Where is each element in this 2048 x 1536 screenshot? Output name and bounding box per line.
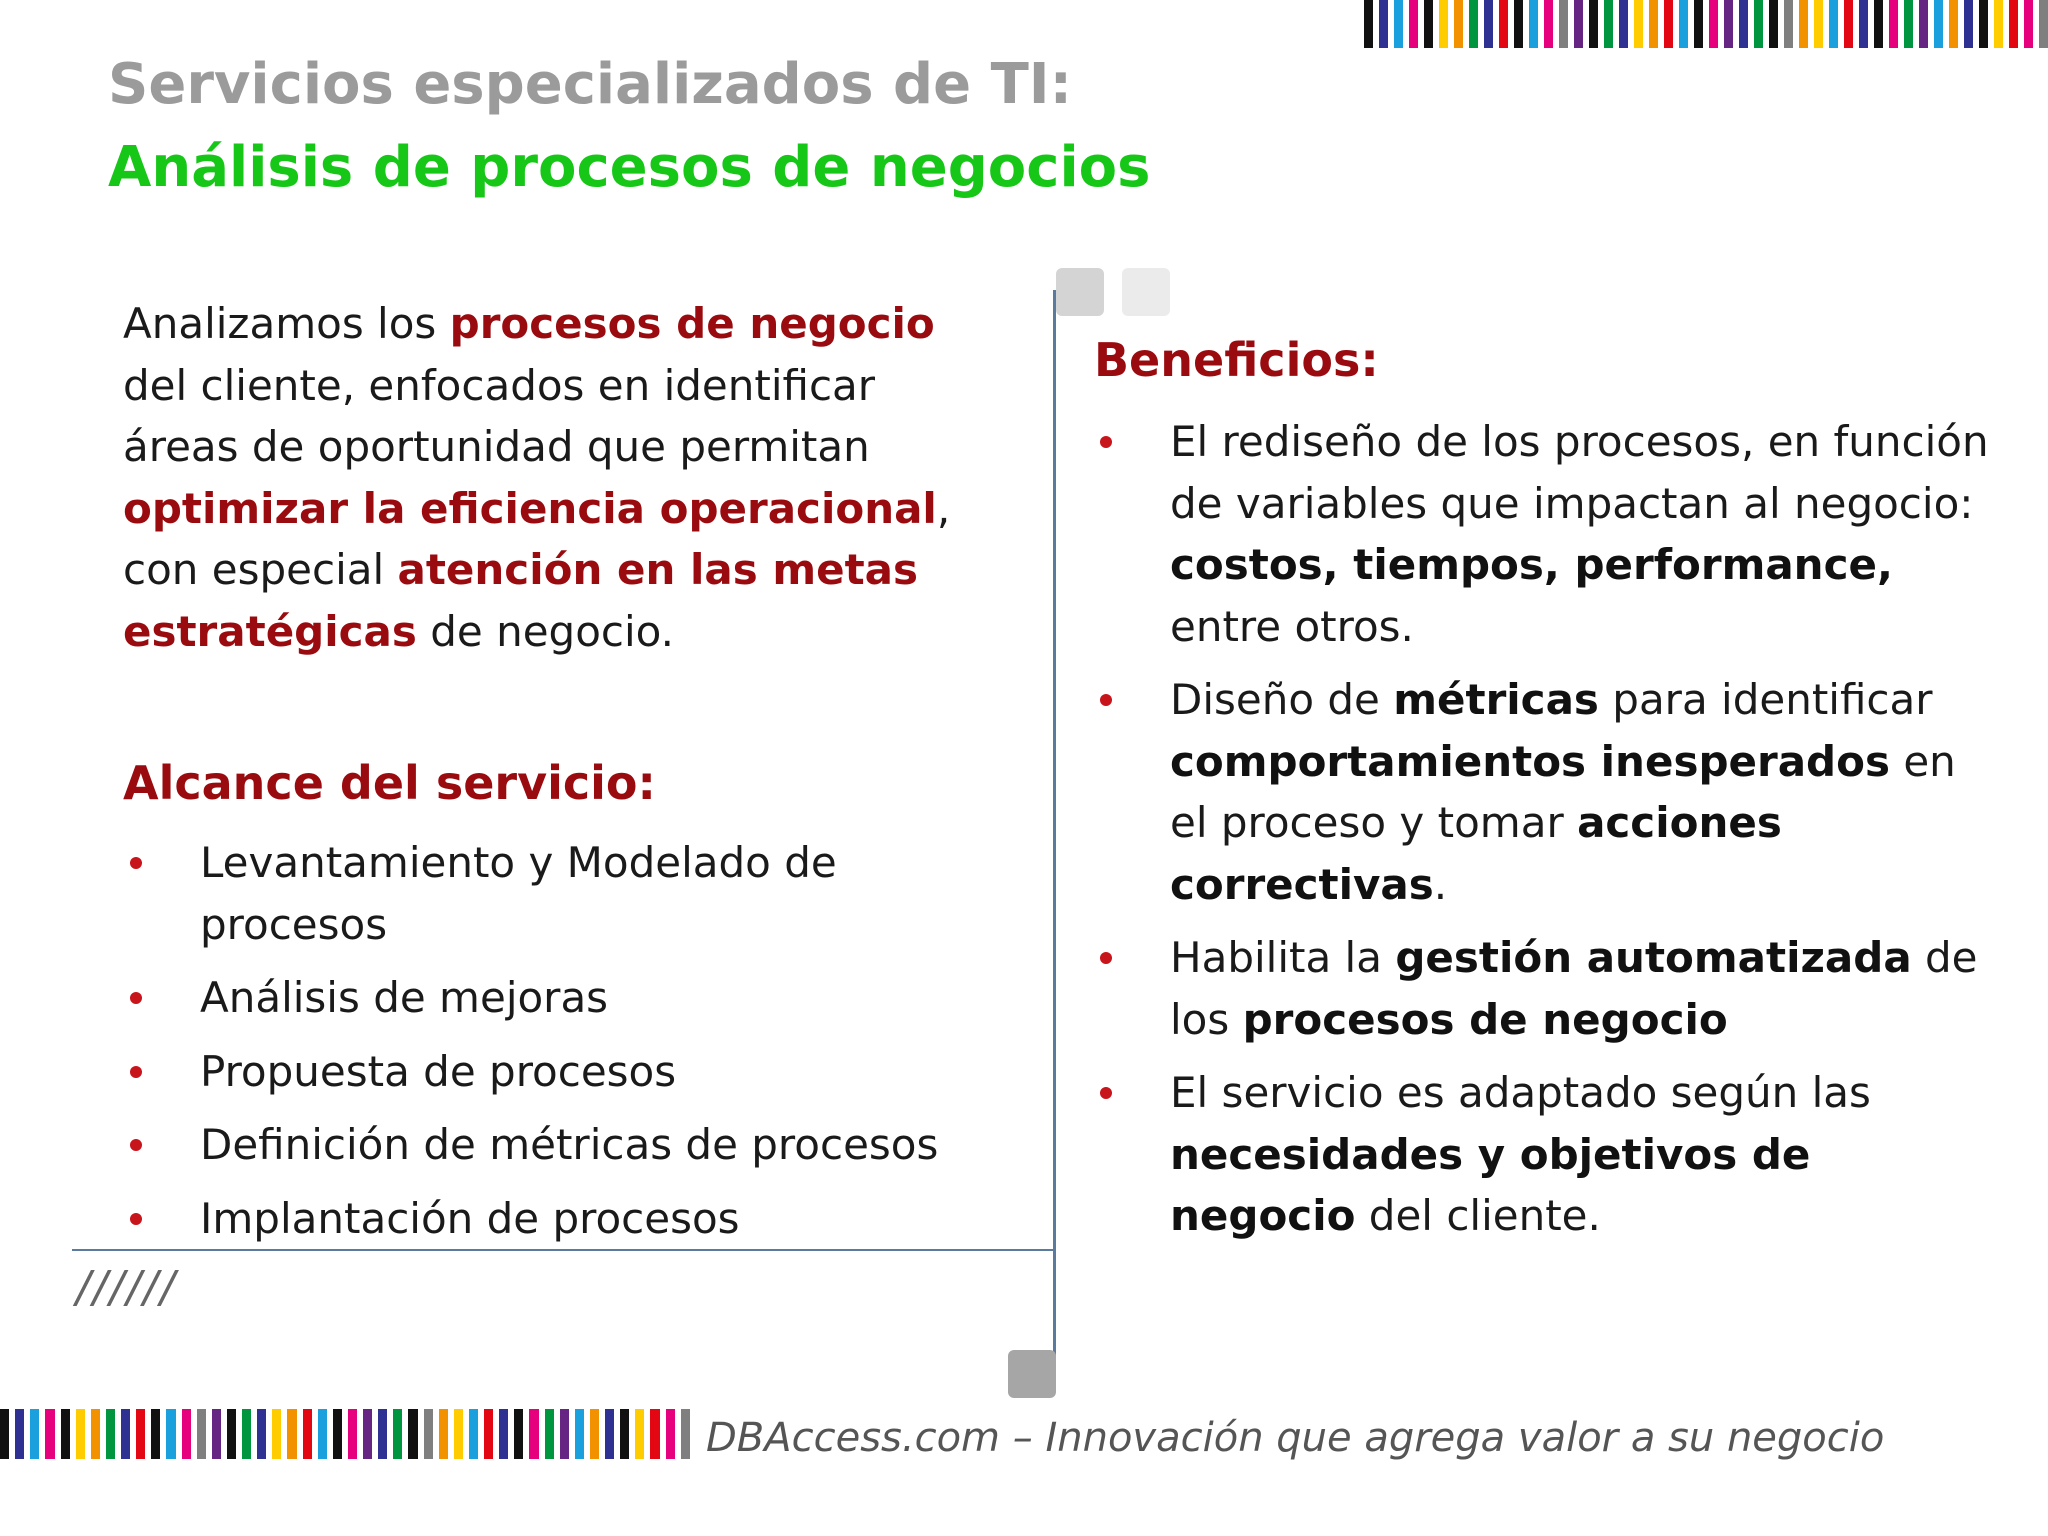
scope-item <box>200 1188 980 1250</box>
stripe-bar <box>469 1409 478 1459</box>
stripe-bar <box>1664 0 1673 48</box>
stripe-bar <box>529 1409 538 1459</box>
benefit-item <box>1170 669 2000 915</box>
benefit-emphasis: métricas <box>1393 675 1599 724</box>
scope-heading: Alcance del servicio: <box>123 756 656 810</box>
intro-highlight-3: atención en las metas estratégicas <box>123 545 919 656</box>
benefit-emphasis: acciones correctivas <box>1170 798 1782 909</box>
stripe-bar <box>484 1409 493 1459</box>
stripe-bar <box>1424 0 1433 48</box>
bullet-icon <box>1100 694 1112 706</box>
benefit-text: de los <box>1170 933 1978 1044</box>
scope-item <box>200 832 980 955</box>
stripe-bar <box>61 1409 70 1459</box>
stripe-bar <box>1889 0 1898 48</box>
stripe-bar <box>212 1409 221 1459</box>
stripe-bar <box>1679 0 1688 48</box>
stripe-bar <box>635 1409 644 1459</box>
stripe-bar <box>1709 0 1718 48</box>
scope-item-text: Propuesta de procesos <box>200 1046 677 1096</box>
stripe-bar <box>2039 0 2048 48</box>
benefit-item <box>1170 927 2000 1050</box>
stripe-bar <box>0 1409 9 1459</box>
bullet-icon <box>130 1066 142 1078</box>
benefit-text: . <box>1433 859 1448 909</box>
decorative-square <box>1122 268 1170 316</box>
benefit-item <box>1170 411 2000 657</box>
scope-item-text: Definición de métricas de procesos <box>200 1120 939 1169</box>
stripe-bar <box>545 1409 554 1459</box>
stripe-bar <box>242 1409 251 1459</box>
bullet-icon <box>130 1139 142 1151</box>
stripe-bar <box>303 1409 312 1459</box>
stripe-bar <box>681 1409 690 1459</box>
stripe-bar <box>408 1409 417 1459</box>
benefit-text: Habilita la <box>1170 933 1396 982</box>
bottom-stripe-decoration <box>0 1409 690 1459</box>
stripe-bar <box>1364 0 1373 48</box>
stripe-bar <box>1964 0 1973 48</box>
scope-item-text: Análisis de mejoras <box>200 973 609 1022</box>
stripe-bar <box>45 1409 54 1459</box>
stripe-bar <box>363 1409 372 1459</box>
scope-item-text: Levantamiento y Modelado de procesos <box>200 838 837 949</box>
stripe-bar <box>1739 0 1748 48</box>
decorative-square <box>1008 1350 1056 1398</box>
stripe-bar <box>424 1409 433 1459</box>
stripe-bar <box>76 1409 85 1459</box>
stripe-bar <box>1859 0 1868 48</box>
stripe-bar <box>1874 0 1883 48</box>
stripe-bar <box>1409 0 1418 48</box>
benefit-text: El servicio es adaptado según las <box>1170 1068 1871 1117</box>
benefit-emphasis: comportamientos inesperados <box>1170 736 1890 786</box>
stripe-bar <box>333 1409 342 1459</box>
benefit-emphasis: gestión automatizada <box>1395 933 1912 982</box>
stripe-bar <box>1769 0 1778 48</box>
scope-list <box>200 832 980 1261</box>
stripe-bar <box>1514 0 1523 48</box>
bullet-icon <box>130 857 142 869</box>
stripe-bar <box>287 1409 296 1459</box>
stripe-bar <box>1634 0 1643 48</box>
stripe-bar <box>348 1409 357 1459</box>
footer-tagline: DBAccess.com – Innovación que agrega valor a su negocio <box>706 1415 1885 1461</box>
stripe-bar <box>1469 0 1478 48</box>
stripe-bar <box>15 1409 24 1459</box>
stripe-bar <box>393 1409 402 1459</box>
stripe-bar <box>2009 0 2018 48</box>
stripe-bar <box>514 1409 523 1459</box>
scope-item <box>200 1041 980 1103</box>
intro-text-3: , con especial <box>123 483 951 594</box>
stripe-bar <box>136 1409 145 1459</box>
bullet-icon <box>130 1213 142 1225</box>
scope-item-text: Implantación de procesos <box>200 1193 740 1243</box>
stripe-bar <box>1949 0 1958 48</box>
benefit-text: El rediseño de los procesos, en función de variables que impactan al negocio: <box>1170 417 1989 528</box>
stripe-bar <box>272 1409 281 1459</box>
stripe-bar <box>257 1409 266 1459</box>
stripe-bar <box>91 1409 100 1459</box>
stripe-bar <box>1829 0 1838 48</box>
intro-text-1: Analizamos los <box>123 299 450 348</box>
stripe-bar <box>318 1409 327 1459</box>
stripe-bar <box>1589 0 1598 48</box>
stripe-bar <box>182 1409 191 1459</box>
stripe-bar <box>121 1409 130 1459</box>
stripe-bar <box>2024 0 2033 48</box>
stripe-bar <box>1454 0 1463 48</box>
stripe-bar <box>650 1409 659 1459</box>
benefit-emphasis: necesidades y objetivos de negocio <box>1170 1129 1811 1240</box>
stripe-bar <box>151 1409 160 1459</box>
intro-paragraph <box>123 293 1003 662</box>
stripe-bar <box>1784 0 1793 48</box>
bullet-icon <box>1100 952 1112 964</box>
stripe-bar <box>1919 0 1928 48</box>
stripe-bar <box>1439 0 1448 48</box>
scope-item <box>200 1114 980 1176</box>
bullet-icon <box>1100 436 1112 448</box>
stripe-bar <box>454 1409 463 1459</box>
stripe-bar <box>620 1409 629 1459</box>
benefits-list <box>1170 411 2000 1259</box>
stripe-bar <box>1934 0 1943 48</box>
decorative-square <box>1056 268 1104 316</box>
stripe-bar <box>1619 0 1628 48</box>
benefit-text: entre otros. <box>1170 601 1414 651</box>
stripe-bar <box>1994 0 2003 48</box>
stripe-bar <box>1499 0 1508 48</box>
stripe-bar <box>166 1409 175 1459</box>
stripe-bar <box>1799 0 1808 48</box>
stripe-bar <box>575 1409 584 1459</box>
stripe-bar <box>590 1409 599 1459</box>
benefit-item <box>1170 1062 2000 1247</box>
intro-text-4: de negocio. <box>416 606 674 656</box>
stripe-bar <box>227 1409 236 1459</box>
stripe-bar <box>439 1409 448 1459</box>
stripe-bar <box>378 1409 387 1459</box>
stripe-bar <box>1649 0 1658 48</box>
stripe-bar <box>1724 0 1733 48</box>
stripe-bar <box>1484 0 1493 48</box>
stripe-bar <box>1379 0 1388 48</box>
benefits-heading: Beneficios: <box>1094 333 1379 387</box>
stripe-bar <box>1544 0 1553 48</box>
stripe-bar <box>1904 0 1913 48</box>
benefit-text: Diseño de <box>1170 675 1394 724</box>
benefit-text: para identificar <box>1598 675 1933 724</box>
vertical-divider <box>1053 290 1056 1380</box>
stripe-bar <box>499 1409 508 1459</box>
slide-title: Servicios especializados de TI: <box>108 52 1073 117</box>
stripe-bar <box>1529 0 1538 48</box>
intro-highlight-2: optimizar la eficiencia operacional <box>123 483 937 533</box>
scope-item <box>200 967 980 1029</box>
benefit-emphasis: procesos de negocio <box>1242 994 1728 1044</box>
stripe-bar <box>1604 0 1613 48</box>
horizontal-divider <box>72 1249 1055 1251</box>
bullet-icon <box>130 992 142 1004</box>
stripe-bar <box>106 1409 115 1459</box>
benefit-text: del cliente. <box>1355 1191 1601 1240</box>
stripe-bar <box>1754 0 1763 48</box>
benefit-emphasis: costos, tiempos, performance, <box>1170 540 1893 589</box>
slide-subtitle: Análisis de procesos de negocios <box>108 135 1151 200</box>
slash-decoration: ////// <box>76 1262 177 1313</box>
intro-highlight-1: procesos de negocio <box>449 299 935 348</box>
stripe-bar <box>666 1409 675 1459</box>
stripe-bar <box>560 1409 569 1459</box>
benefit-text: en el proceso y tomar <box>1170 736 1956 847</box>
stripe-bar <box>30 1409 39 1459</box>
stripe-bar <box>197 1409 206 1459</box>
top-stripe-decoration <box>1364 0 2048 48</box>
intro-text-2: del cliente, enfocados en identificar áreas de oportunidad que permitan <box>123 360 876 471</box>
stripe-bar <box>1394 0 1403 48</box>
stripe-bar <box>1574 0 1583 48</box>
stripe-bar <box>1559 0 1568 48</box>
bullet-icon <box>1100 1087 1112 1099</box>
stripe-bar <box>1844 0 1853 48</box>
stripe-bar <box>605 1409 614 1459</box>
stripe-bar <box>1694 0 1703 48</box>
stripe-bar <box>1814 0 1823 48</box>
stripe-bar <box>1979 0 1988 48</box>
